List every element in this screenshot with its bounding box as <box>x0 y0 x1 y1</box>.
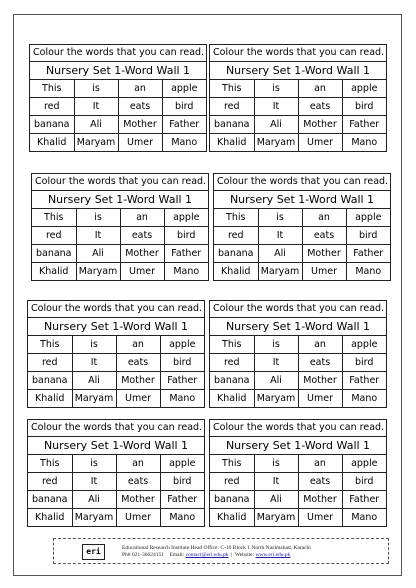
word-cell: banana <box>210 491 254 509</box>
card-title: Nursery Set 1-Word Wall 1 <box>210 318 386 336</box>
word-cell: Khalid <box>32 263 76 281</box>
word-cell: an <box>116 336 160 354</box>
word-cell: is <box>72 336 116 354</box>
table-row <box>210 134 386 152</box>
word-cell: This <box>210 455 254 473</box>
word-cell: It <box>254 354 298 372</box>
word-cell: eats <box>118 98 162 116</box>
card-title: Nursery Set 1-Word Wall 1 <box>210 62 386 80</box>
word-cell: Khalid <box>210 509 254 527</box>
footer-email-link[interactable]: contact@eri.edu.pk <box>185 552 229 558</box>
word-cell: apple <box>162 80 206 98</box>
word-wall-card <box>209 300 387 408</box>
word-cell: an <box>298 80 342 98</box>
word-cell: Mother <box>298 372 342 390</box>
word-cell: Ali <box>74 116 118 134</box>
word-cell: This <box>210 336 254 354</box>
word-cell: Ali <box>254 491 298 509</box>
word-cell: is <box>76 209 120 227</box>
word-cell: is <box>74 80 118 98</box>
table-row <box>210 98 386 116</box>
footer-phone: Ph# 021-36624151 <box>122 552 165 558</box>
card-title: Nursery Set 1-Word Wall 1 <box>210 437 386 455</box>
table-row <box>28 390 204 408</box>
table-row <box>28 354 204 372</box>
table-row <box>28 473 204 491</box>
word-cell: an <box>116 455 160 473</box>
table-row <box>32 227 208 245</box>
word-cell: Mother <box>298 116 342 134</box>
word-cell: red <box>210 98 254 116</box>
word-cell: red <box>30 98 74 116</box>
table-row <box>32 209 208 227</box>
table-row <box>28 455 204 473</box>
card-instruction: Colour the words that you can read. <box>214 174 390 191</box>
table-row <box>210 473 386 491</box>
word-cell: Father <box>342 116 386 134</box>
word-cell: Maryam <box>76 263 120 281</box>
word-cell: bird <box>160 354 204 372</box>
table-row <box>30 134 206 152</box>
table-row <box>28 372 204 390</box>
word-cell: Ali <box>72 491 116 509</box>
table-row <box>210 455 386 473</box>
word-cell: Ali <box>72 372 116 390</box>
word-cell: Maryam <box>74 134 118 152</box>
word-cell: is <box>258 209 302 227</box>
word-cell: bird <box>342 98 386 116</box>
word-cell: Father <box>160 491 204 509</box>
word-cell: apple <box>342 336 386 354</box>
table-row <box>214 209 390 227</box>
word-cell: bird <box>162 98 206 116</box>
word-cell: eats <box>116 354 160 372</box>
card-title: Nursery Set 1-Word Wall 1 <box>28 318 204 336</box>
word-wall-card <box>209 44 387 152</box>
table-row <box>28 491 204 509</box>
word-cell: an <box>120 209 164 227</box>
word-cell: eats <box>298 354 342 372</box>
word-cell: Father <box>162 116 206 134</box>
word-cell: Mano <box>351 137 378 148</box>
word-cell: Umer <box>120 263 164 281</box>
word-cell: Maryam <box>258 263 302 281</box>
word-cell: Umer <box>116 390 160 408</box>
word-cell: banana <box>28 491 72 509</box>
table-row <box>30 98 206 116</box>
word-cell: banana <box>32 245 76 263</box>
word-cell: bird <box>342 354 386 372</box>
word-cell: red <box>32 227 76 245</box>
table-row <box>214 263 390 281</box>
word-cell: Mother <box>116 372 160 390</box>
word-table <box>214 209 390 280</box>
word-table <box>210 336 386 407</box>
word-cell: Ali <box>258 245 302 263</box>
word-table <box>210 80 386 151</box>
word-wall-card <box>27 300 205 408</box>
word-cell: Mother <box>116 491 160 509</box>
word-cell: Umer <box>298 134 342 152</box>
word-cell: It <box>72 354 116 372</box>
word-cell: Maryam <box>72 509 116 527</box>
word-cell: It <box>76 227 120 245</box>
word-cell: Mano <box>169 393 196 404</box>
footer-website-label: Website: <box>235 552 255 558</box>
word-table <box>210 455 386 526</box>
word-cell: This <box>30 80 74 98</box>
word-cell: Umer <box>116 509 160 527</box>
table-row <box>210 509 386 527</box>
table-row <box>214 227 390 245</box>
table-row <box>210 372 386 390</box>
word-wall-card <box>31 173 209 281</box>
word-cell: It <box>74 98 118 116</box>
word-cell: Mano <box>171 137 198 148</box>
word-cell: Khalid <box>214 263 258 281</box>
card-instruction: Colour the words that you can read. <box>210 420 386 437</box>
footer-website-link[interactable]: www.eri.edu.pk <box>255 552 291 558</box>
word-cell: Maryam <box>254 134 298 152</box>
word-cell: This <box>214 209 258 227</box>
word-cell: It <box>72 473 116 491</box>
word-wall-card <box>27 419 205 527</box>
table-row <box>30 80 206 98</box>
word-cell: Umer <box>298 509 342 527</box>
word-wall-card <box>213 173 391 281</box>
eri-logo: eri <box>82 544 105 560</box>
word-cell: an <box>298 336 342 354</box>
word-cell: Mano <box>169 512 196 523</box>
word-cell: Father <box>160 372 204 390</box>
word-cell: Mano <box>351 512 378 523</box>
word-table <box>30 80 206 151</box>
card-title: Nursery Set 1-Word Wall 1 <box>32 191 208 209</box>
word-cell: bird <box>160 473 204 491</box>
table-row <box>210 80 386 98</box>
word-cell: apple <box>342 455 386 473</box>
table-row <box>210 390 386 408</box>
word-cell: It <box>258 227 302 245</box>
word-cell: Father <box>164 245 208 263</box>
card-title: Nursery Set 1-Word Wall 1 <box>30 62 206 80</box>
card-instruction: Colour the words that you can read. <box>32 174 208 191</box>
table-row <box>210 116 386 134</box>
footer-contact: Ph# 021-36624151 Email: contact@eri.edu.pk | Website: www.eri.edu.pk <box>122 552 291 558</box>
card-title: Nursery Set 1-Word Wall 1 <box>214 191 390 209</box>
word-cell: It <box>254 473 298 491</box>
table-row <box>28 509 204 527</box>
word-cell: Maryam <box>254 390 298 408</box>
word-cell: bird <box>164 227 208 245</box>
word-cell: red <box>210 473 254 491</box>
word-wall-card <box>209 419 387 527</box>
word-cell: is <box>254 336 298 354</box>
word-cell: apple <box>160 336 204 354</box>
word-cell: This <box>32 209 76 227</box>
word-cell: Father <box>342 372 386 390</box>
table-row <box>32 245 208 263</box>
word-cell: red <box>214 227 258 245</box>
word-table <box>32 209 208 280</box>
word-cell: is <box>254 455 298 473</box>
word-cell: Maryam <box>254 509 298 527</box>
word-cell: bird <box>342 473 386 491</box>
word-cell: an <box>118 80 162 98</box>
word-cell: eats <box>298 473 342 491</box>
word-table <box>28 455 204 526</box>
word-cell: red <box>28 473 72 491</box>
footer-email-label: Email: <box>169 552 185 558</box>
card-instruction: Colour the words that you can read. <box>210 45 386 62</box>
word-cell: apple <box>346 209 390 227</box>
word-cell: Khalid <box>30 134 74 152</box>
word-cell: It <box>254 98 298 116</box>
word-cell: is <box>72 455 116 473</box>
word-cell: an <box>298 455 342 473</box>
word-cell: bird <box>346 227 390 245</box>
word-cell: Khalid <box>28 509 72 527</box>
word-cell: Father <box>346 245 390 263</box>
card-instruction: Colour the words that you can read. <box>210 301 386 318</box>
word-cell: Maryam <box>72 390 116 408</box>
word-cell: Mother <box>120 245 164 263</box>
word-cell: Mother <box>302 245 346 263</box>
word-cell: This <box>28 336 72 354</box>
table-row <box>32 263 208 281</box>
word-cell: Mother <box>118 116 162 134</box>
word-cell: banana <box>210 372 254 390</box>
word-cell: banana <box>28 372 72 390</box>
word-cell: apple <box>342 80 386 98</box>
table-row <box>214 245 390 263</box>
table-row <box>30 116 206 134</box>
card-title: Nursery Set 1-Word Wall 1 <box>28 437 204 455</box>
word-cell: Father <box>342 491 386 509</box>
table-row <box>28 336 204 354</box>
word-cell: Umer <box>298 390 342 408</box>
word-cell: Mano <box>355 266 382 277</box>
word-cell: apple <box>160 455 204 473</box>
word-cell: Umer <box>302 263 346 281</box>
word-cell: Ali <box>76 245 120 263</box>
word-cell: eats <box>116 473 160 491</box>
footer <box>53 538 389 564</box>
word-cell: eats <box>298 98 342 116</box>
word-cell: banana <box>214 245 258 263</box>
word-cell: Mano <box>173 266 200 277</box>
card-instruction: Colour the words that you can read. <box>28 301 204 318</box>
word-cell: Khalid <box>28 390 72 408</box>
word-cell: apple <box>164 209 208 227</box>
word-cell: Khalid <box>210 390 254 408</box>
word-cell: is <box>254 80 298 98</box>
word-cell: Ali <box>254 116 298 134</box>
word-table <box>28 336 204 407</box>
word-cell: an <box>302 209 346 227</box>
word-cell: Umer <box>118 134 162 152</box>
word-cell: eats <box>120 227 164 245</box>
word-cell: Ali <box>254 372 298 390</box>
word-wall-card <box>29 44 207 152</box>
footer-address: Educational Research Institute Head Office: C-10 Block 1 North Nazimabad, Karachi <box>122 545 311 551</box>
word-cell: This <box>210 80 254 98</box>
word-cell: Mano <box>351 393 378 404</box>
word-cell: red <box>28 354 72 372</box>
table-row <box>210 354 386 372</box>
word-cell: Mother <box>298 491 342 509</box>
card-instruction: Colour the words that you can read. <box>30 45 206 62</box>
word-cell: This <box>28 455 72 473</box>
word-cell: red <box>210 354 254 372</box>
word-cell: banana <box>210 116 254 134</box>
card-instruction: Colour the words that you can read. <box>28 420 204 437</box>
table-row <box>210 491 386 509</box>
table-row <box>210 336 386 354</box>
word-cell: Khalid <box>210 134 254 152</box>
word-cell: eats <box>302 227 346 245</box>
word-cell: banana <box>30 116 74 134</box>
